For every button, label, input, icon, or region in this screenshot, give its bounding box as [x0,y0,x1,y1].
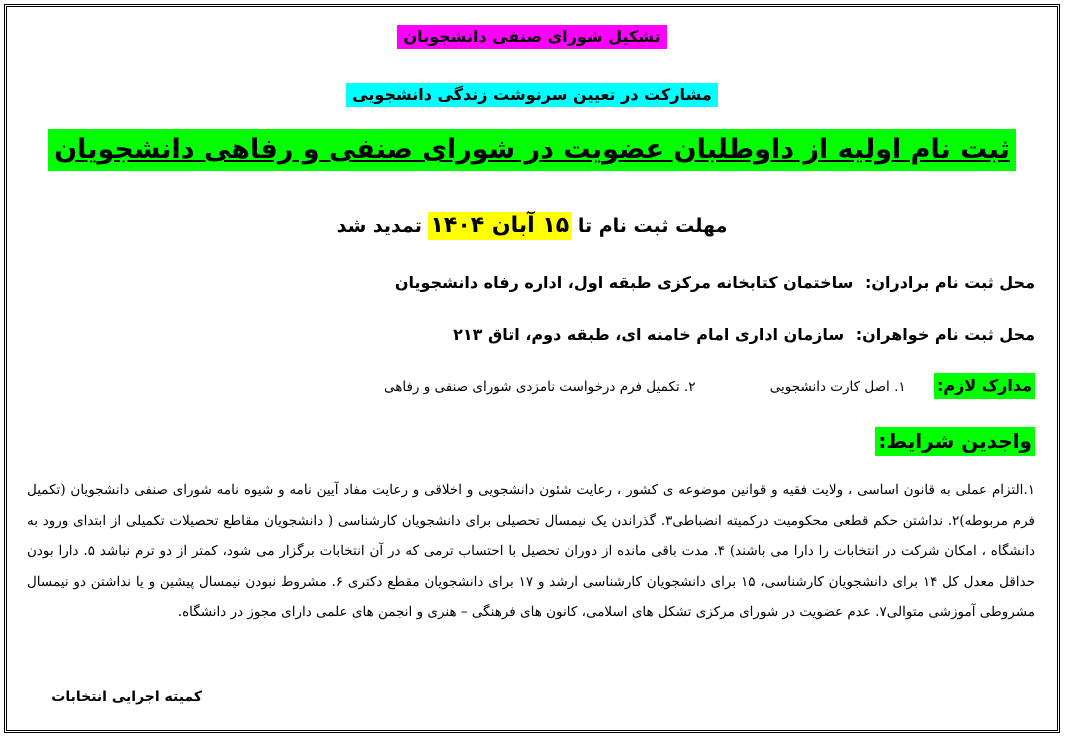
deadline-date: ۱۵ آبان ۱۴۰۴ [430,213,570,238]
brothers-location-label: محل ثبت نام برادران: [864,273,1035,292]
requirements-text: ۱.التزام عملی به قانون اساسی ، ولایت فقیه و قوانین موضوعه ی کشور ، رعایت شئون دانشجویی و اخلاقی و رعایت مفاد آیین نامه و شیوه نامه شورای صنفی دانشجویان (تکمیل فرم مربوطه)۲. نداشتن حکم قطعی محکومیت درکمیته انضباطی۳. گذراندن یک نیمسال تحصیلی برای دانشجویان کارشناسی ( دانشجویان مقاطع تحصیلات تکمیلی از ابتدای ورود به دانشگاه ، امکان شرکت در انتخابات را دارا می باشند) ۴. مدت باقی مانده از دوران تحصیل با احتساب ترمی که در آن انتخابات برگزار می شود، کمتر از دو ترم نباشد ۵. دارا بودن حداقل معدل کل ۱۴ برای دانشجویان کارشناسی، ۱۵ برای دانشجویان کارشناسی ارشد و ۱۷ برای دانشجویان مقطع دکتری ۶. مشروط نبودن نیمسال پیشین و یا نداشتن دو نیمسال مشروطی آموزشی متوالی۷. عدم عضویت در شورای مرکزی تشکل های اسلامی، کانون های فرهنگی – هنری و انجمن های علمی دارای مجوز در دانشگاه. [27,482,1035,620]
documents-row [27,373,1035,399]
sisters-location-label: محل ثبت نام خواهران: [855,325,1035,344]
deadline-prefix: مهلت ثبت نام تا [577,215,728,237]
participation-tag: مشارکت در تعیین سرنوشت زندگی دانشجویی [346,83,718,107]
requirements-heading: واجدین شرایط: [875,427,1035,456]
deadline-suffix: تمدید شد [336,215,422,237]
brothers-location [27,273,1035,292]
requirements-heading-row [875,427,1035,456]
announcement-frame [4,4,1060,733]
sisters-location-value: سازمان اداری امام خامنه ای، طبقه دوم، اتاق ۲۱۳ [453,325,845,344]
participation-tag-row [7,83,1057,107]
council-tag: تشکیل شورای صنفی دانشجویان [397,25,666,49]
main-title-row [7,129,1057,171]
document-item-2: ۲. تکمیل فرم درخواست نامزدی شورای صنفی و رفاهی [383,379,696,395]
brothers-location-value: ساختمان کتابخانه مرکزی طبقه اول، اداره رفاه دانشجویان [394,273,854,292]
document-item-1: ۱. اصل کارت دانشجویی [769,379,906,395]
council-tag-row [7,25,1057,49]
deadline-line [7,212,1057,240]
documents-label: مدارک لازم: [934,373,1035,399]
main-title: ثبت نام اولیه از داوطلبان عضویت در شورای صنفی و رفاهی دانشجویان [48,129,1016,171]
sisters-location [27,325,1035,344]
signature: کمیته اجرایی انتخابات [51,689,202,705]
